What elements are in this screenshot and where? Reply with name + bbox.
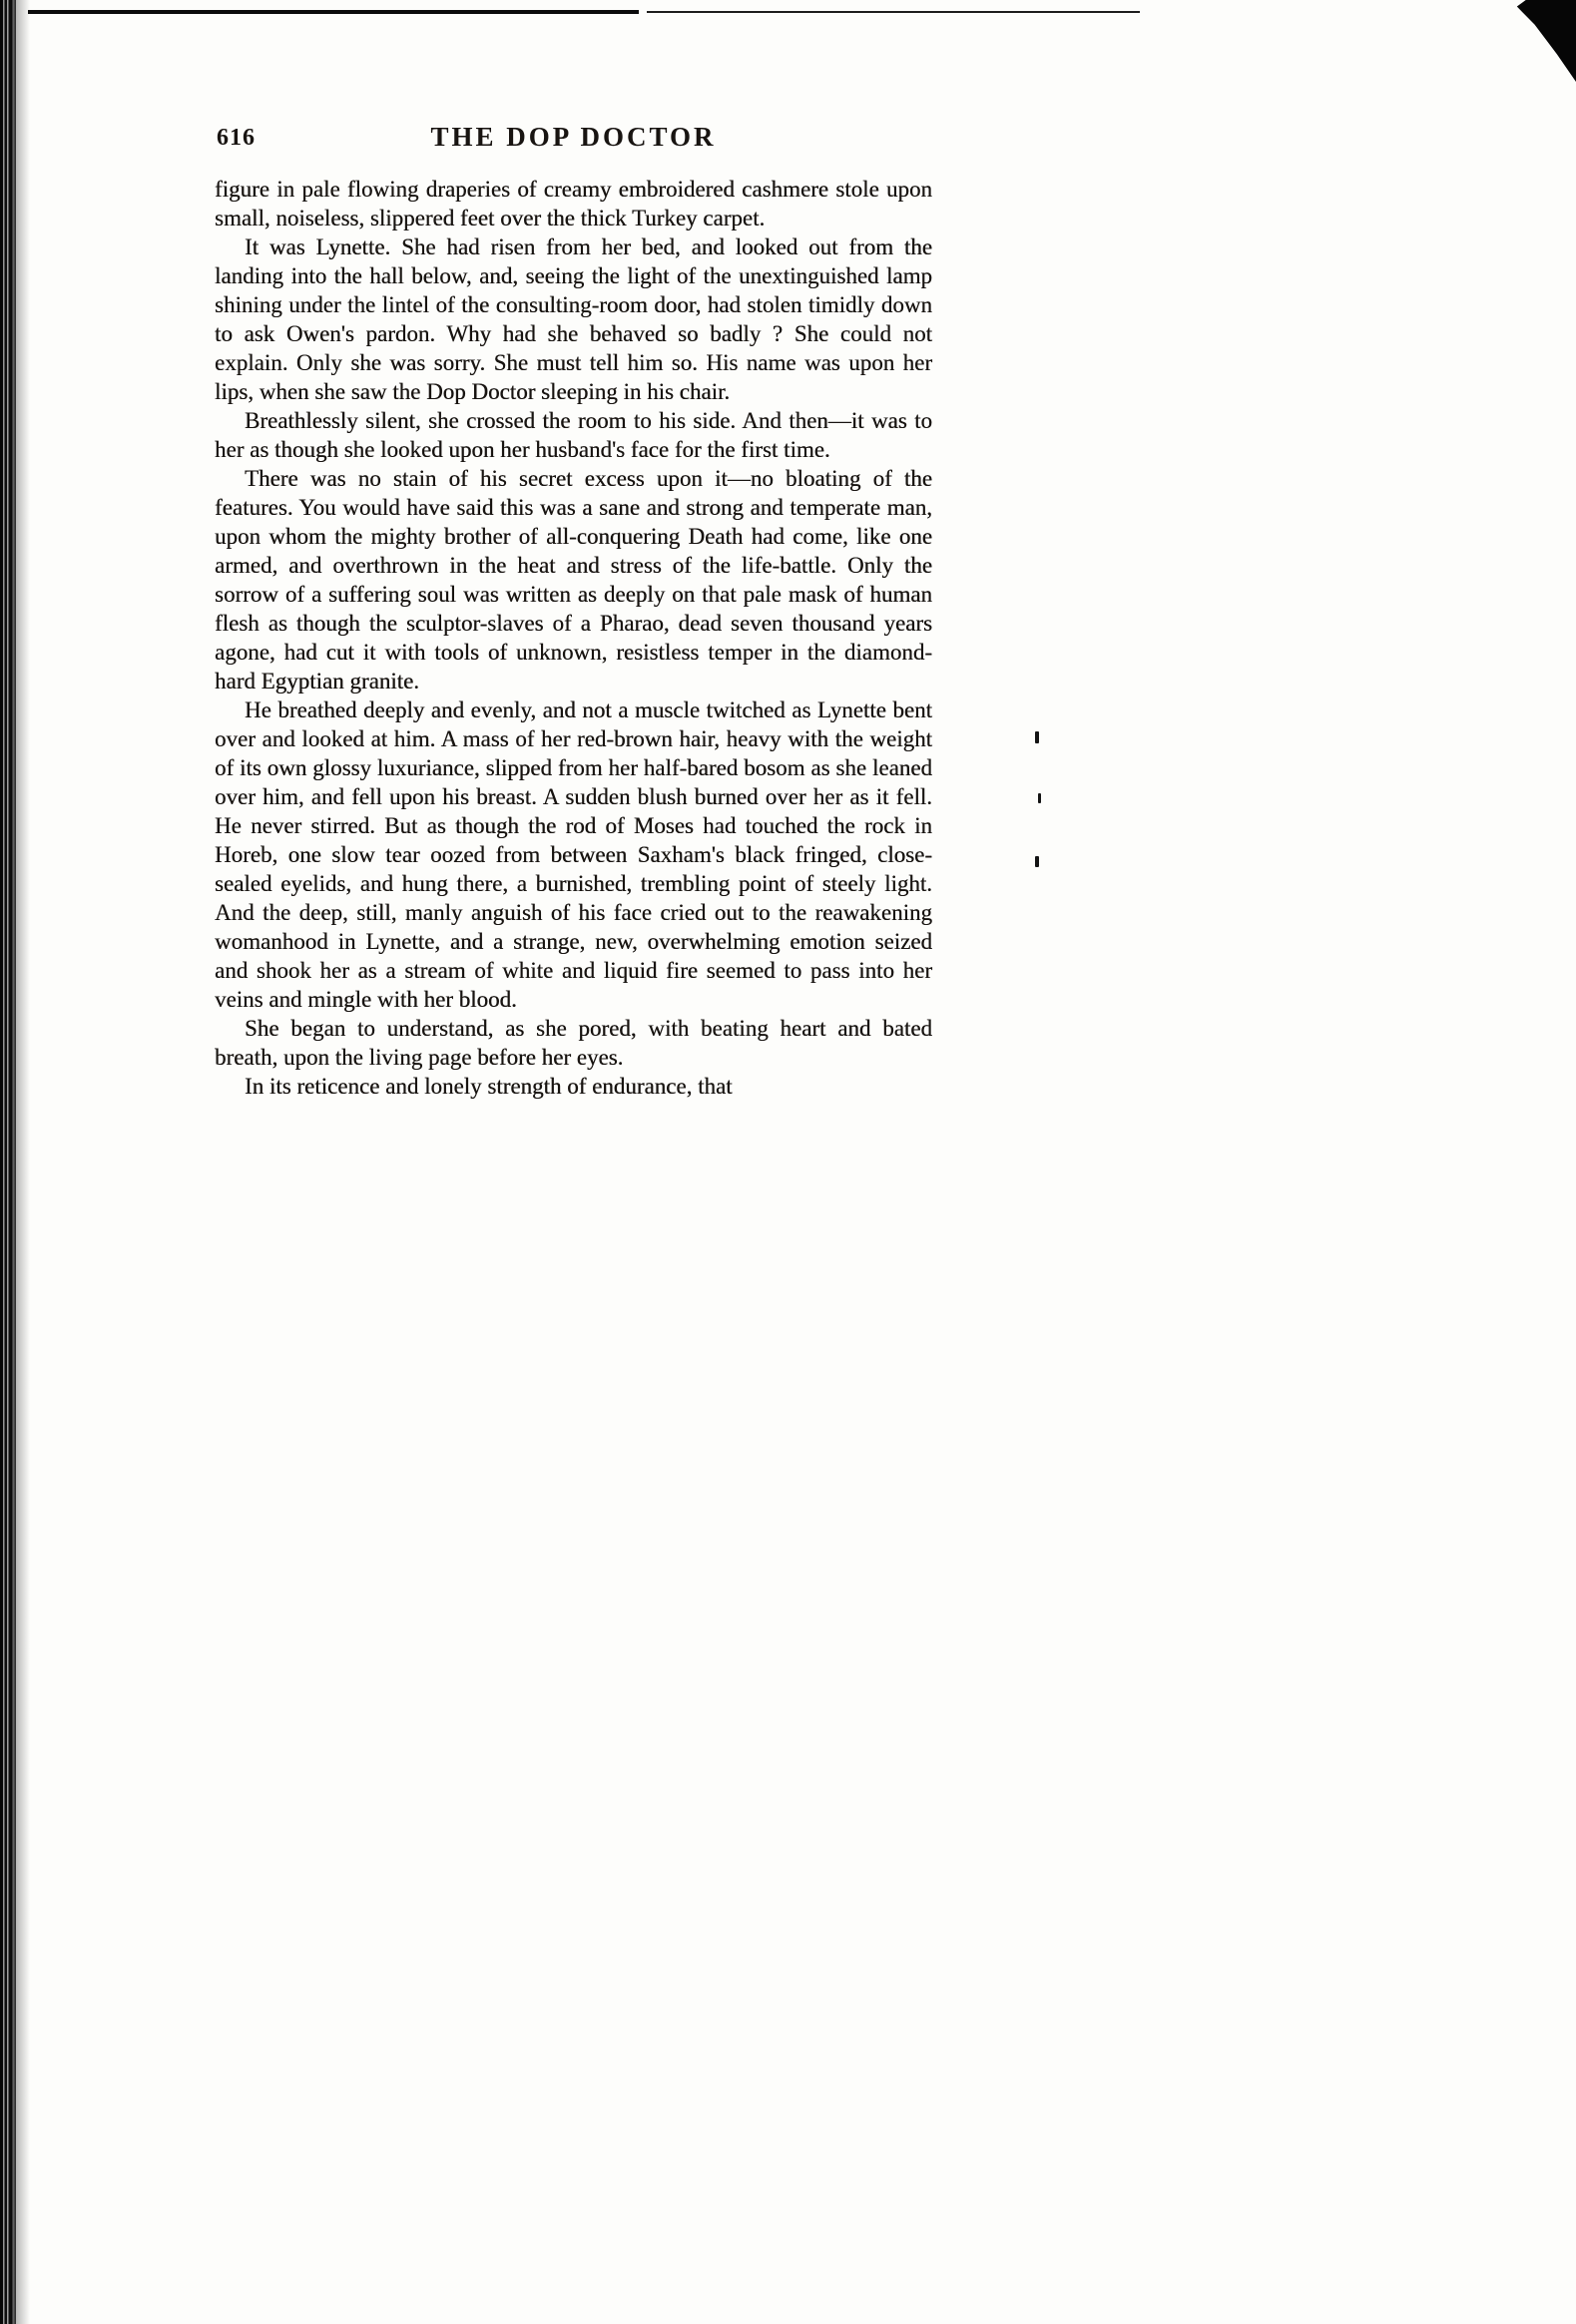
binding-shadow [0,0,16,2324]
page-content [215,122,932,1101]
scan-edge-line-right [647,11,1140,13]
page-number: 616 [217,125,256,151]
body-text [215,175,932,1101]
paragraph-continuation: figure in pale flowing draperies of creamy embroidered cashmere stole upon small, noiseless, slippered feet over the thick Turkey carpet. [215,177,932,231]
scan-edge-line-left [28,10,639,14]
running-header-title: THE DOP DOCTOR [430,122,717,152]
scan-speck [1038,793,1041,803]
paragraph: She began to understand, as she pored, with beating heart and bated breath, upon the living page before her eyes. [215,1016,932,1070]
paragraph: He breathed deeply and evenly, and not a muscle twitched as Lynette bent over and looked at him. A mass of her red-brown hair, heavy with the weight of its own glossy luxuriance, slipped from her half-bared bosom as she leaned over him, and fell upon his breast. A sudden blush burned over her as it fell. He never stirred. But as though the rod of Moses had touched the rock in Horeb, one slow tear oozed from between Saxham's black fringed, close-sealed eyelids, and hung there, a burnished, trembling point of steely light. And the deep, still, manly anguish of his face cried out to the reawakening womanhood in Lynette, and a strange, new, overwhelming emotion seized and shook her as a stream of white and liquid fire seemed to pass into her veins and mingle with her blood. [215,697,932,1012]
binding-shadow-fade [16,0,30,2324]
paragraph: In its reticence and lonely strength of endurance, that [245,1074,733,1099]
scan-artifact-corner [1502,0,1576,82]
scan-speck [1035,856,1039,867]
running-header [215,122,932,154]
paragraph: It was Lynette. She had risen from her bed, and looked out from the landing into the hall below, and, seeing the light of the unextinguished lamp shining under the lintel of the consulting-room door, had stolen timidly down to ask Owen's pardon. Why had she behaved so badly ? She could not explain. Only she was sorry. She must tell him so. His name was upon her lips, when she saw the Dop Doctor sleeping in his chair. [215,234,932,404]
paragraph: Breathlessly silent, she crossed the room to his side. And then—it was to her as though she looked upon her husband's face for the first time. [215,408,932,462]
paragraph: There was no stain of his secret excess upon it—no bloating of the features. You would have said this was a sane and strong and temperate man, upon whom the mighty brother of all-conquering Death had come, like one armed, and overthrown in the heat and stress of the life-battle. Only the sorrow of a suffering soul was written as deeply on that pale mask of human flesh as though the sculptor-slaves of a Pharao, dead seven thousand years agone, had cut it with tools of unknown, resistless temper in the diamond-hard Egyptian granite. [215,466,932,694]
scan-speck [1035,731,1039,743]
